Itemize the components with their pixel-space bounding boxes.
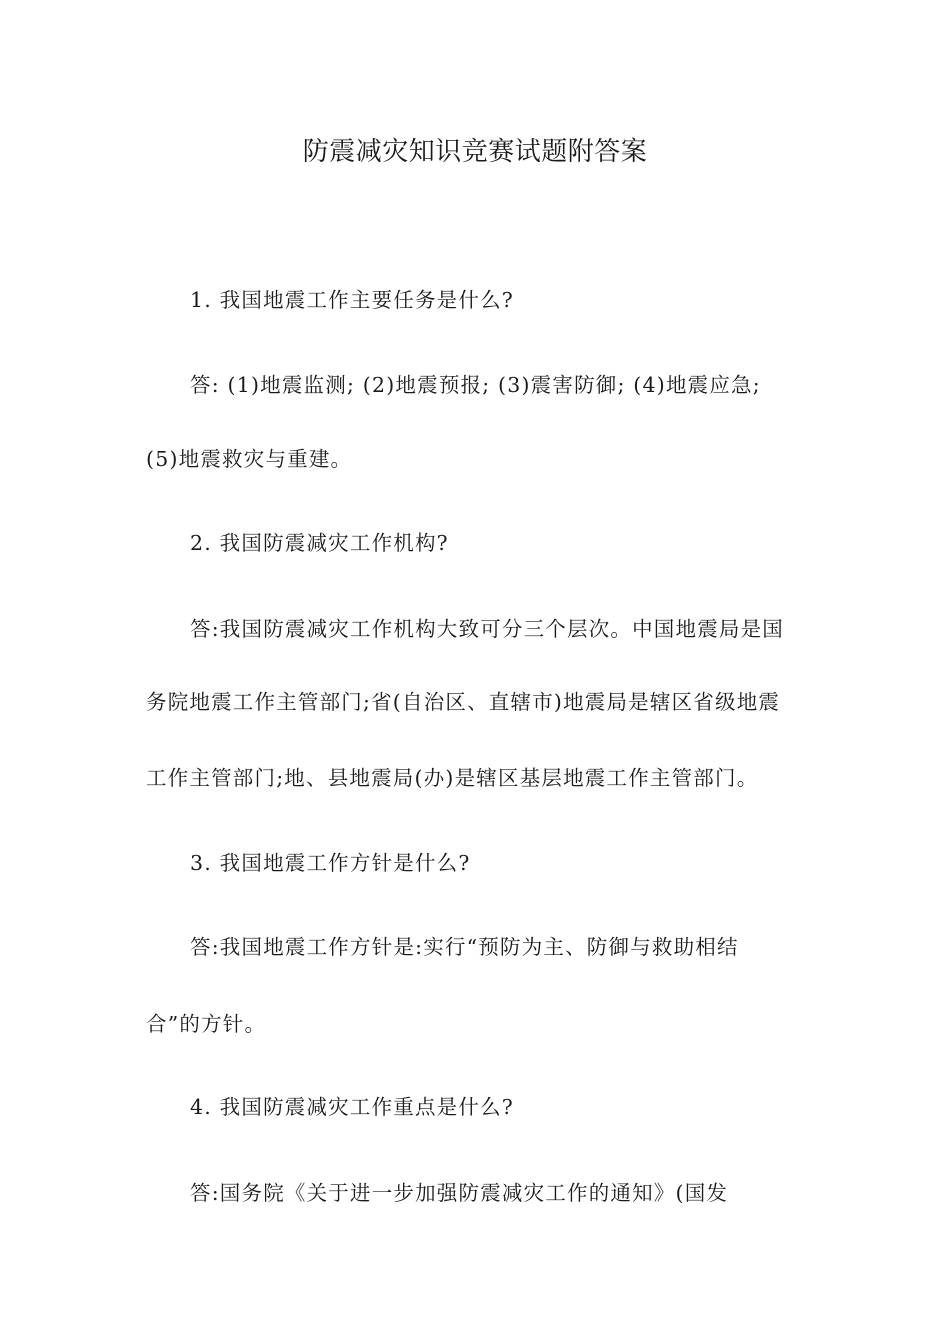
- question-2: 2. 我国防震减灾工作机构?: [190, 531, 449, 555]
- document-title: 防震减灾知识竞赛试题附答案: [302, 137, 648, 167]
- answer-2-line-3: 工作主管部门;地、县地震局(办)是辖区基层地震工作主管部门。: [146, 766, 759, 790]
- answer-2-line-2: 务院地震工作主管部门;省(自治区、直辖市)地震局是辖区省级地震: [146, 690, 781, 714]
- answer-1-line-1: 答: (1)地震监测; (2)地震预报; (3)震害防御; (4)地震应急;: [190, 373, 761, 397]
- answer-3-line-1: 答:我国地震工作方针是:实行“预防为主、防御与救助相结: [190, 935, 739, 959]
- answer-2-line-1: 答:我国防震减灾工作机构大致可分三个层次。中国地震局是国: [190, 617, 785, 641]
- question-1: 1. 我国地震工作主要任务是什么?: [190, 288, 514, 312]
- question-3: 3. 我国地震工作方针是什么?: [190, 851, 471, 875]
- answer-4-line-1: 答:国务院《关于进一步加强防震减灾工作的通知》(国发: [190, 1181, 729, 1205]
- answer-1-line-2: (5)地震救灾与重建。: [146, 447, 353, 471]
- answer-3-line-2: 合”的方针。: [146, 1012, 267, 1036]
- question-4: 4. 我国防震减灾工作重点是什么?: [190, 1095, 514, 1119]
